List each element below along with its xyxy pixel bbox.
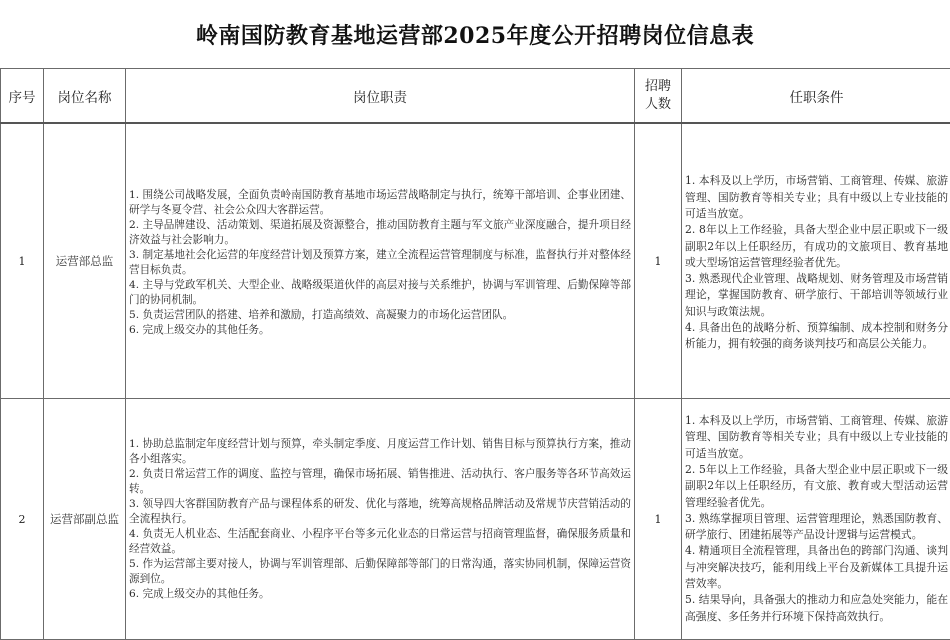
duty-item: 6. 完成上级交办的其他任务。: [129, 323, 631, 338]
duty-item: 4. 主导与党政军机关、大型企业、战略级渠道伙伴的高层对接与关系维护，协调与军训管理、后勤保障等部门的协同机制。: [129, 278, 631, 308]
duty-item: 1. 围绕公司战略发展，全面负责岭南国防教育基地市场运营战略制定与执行，统筹干部培训、企事业团建、研学与冬夏令营、社会公众四大客群运营。: [129, 188, 631, 218]
cell-count: 1: [635, 123, 682, 399]
duties-list: [126, 184, 634, 338]
header-count-line1: 招聘: [635, 78, 681, 96]
header-requirements: 任职条件: [682, 69, 950, 124]
requirement-item: 5. 结果导向，具备强大的推动力和应急处突能力，能在高强度、多任务并行环境下保持高效执行。: [685, 592, 948, 625]
requirements-list: [682, 413, 950, 625]
requirement-item: 4. 具备出色的战略分析、预算编制、成本控制和财务分析能力，拥有较强的商务谈判技巧和高层公关能力。: [685, 320, 948, 353]
job-info-table: [0, 68, 950, 640]
duty-item: 4. 负责无人机业态、生活配套商业、小程序平台等多元化业态的日常运营与招商管理监督，确保服务质量和经营效益。: [129, 527, 631, 557]
table-header-row: [1, 69, 950, 124]
duty-item: 2. 负责日常运营工作的调度、监控与管理，确保市场拓展、销售推进、活动执行、客户服务等各环节高效运转。: [129, 467, 631, 497]
duties-list: [126, 437, 634, 602]
duty-item: 2. 主导品牌建设、活动策划、渠道拓展及资源整合，推动国防教育主题与军文旅产业深度融合，提升项目经济效益与社会影响力。: [129, 218, 631, 248]
header-count-line2: 人数: [635, 96, 681, 114]
requirement-item: 1. 本科及以上学历，市场营销、工商管理、传媒、旅游管理、国防教育等相关专业；具有中级以上专业技能的可适当放宽。: [685, 173, 948, 222]
cell-duties: [126, 123, 635, 399]
cell-no: 1: [1, 123, 44, 399]
requirement-item: 2. 8年以上工作经验，具备大型企业中层正职或下一级副职2年以上任职经历，有成功的文旅项目、教育基地或大型场馆运营管理经验者优先。: [685, 222, 948, 271]
cell-position: 运营部副总监: [44, 399, 126, 640]
header-duties: 岗位职责: [126, 69, 635, 124]
cell-no: 2: [1, 399, 44, 640]
requirement-item: 2. 5年以上工作经验，具备大型企业中层正职或下一级副职2年以上任职经历，有文旅、教育或大型活动运营管理经验者优先。: [685, 462, 948, 511]
page-title: 岭南国防教育基地运营部2025年度公开招聘岗位信息表: [0, 0, 950, 68]
duty-item: 6. 完成上级交办的其他任务。: [129, 587, 631, 602]
requirement-item: 3. 熟悉现代企业管理、战略规划、财务管理及市场营销理论，掌握国防教育、研学旅行、干部培训等领域行业知识与政策法规。: [685, 271, 948, 320]
requirement-item: 4. 精通项目全流程管理，具备出色的跨部门沟通、谈判与冲突解决技巧，能利用线上平台及新媒体工具提升运营效率。: [685, 543, 948, 592]
duty-item: 3. 领导四大客群国防教育产品与课程体系的研发、优化与落地，统筹高规格品牌活动及常规节庆营销活动的全流程执行。: [129, 497, 631, 527]
duty-item: 5. 作为运营部主要对接人，协调与军训管理部、后勤保障部等部门的日常沟通，落实协同机制，保障运营资源到位。: [129, 557, 631, 587]
header-count: [635, 69, 682, 124]
requirements-list: [682, 169, 950, 352]
requirement-item: 1. 本科及以上学历，市场营销、工商管理、传媒、旅游管理、国防教育等相关专业；具有中级以上专业技能的可适当放宽。: [685, 413, 948, 462]
cell-count: 1: [635, 399, 682, 640]
duty-item: 3. 制定基地社会化运营的年度经营计划及预算方案，建立全流程运营管理制度与标准，监督执行并对整体经营目标负责。: [129, 248, 631, 278]
duty-item: 5. 负责运营团队的搭建、培养和激励，打造高绩效、高凝聚力的市场化运营团队。: [129, 308, 631, 323]
header-no: 序号: [1, 69, 44, 124]
table-row: [1, 399, 950, 640]
requirement-item: 3. 熟练掌握项目管理、运营管理理论，熟悉国防教育、研学旅行、团建拓展等产品设计逻辑与运营模式。: [685, 511, 948, 544]
duty-item: 1. 协助总监制定年度经营计划与预算，牵头制定季度、月度运营工作计划、销售目标与预算执行方案，推动各小组落实。: [129, 437, 631, 467]
cell-requirements: [682, 123, 950, 399]
cell-duties: [126, 399, 635, 640]
table-row: [1, 123, 950, 399]
cell-position: 运营部总监: [44, 123, 126, 399]
cell-requirements: [682, 399, 950, 640]
header-position: 岗位名称: [44, 69, 126, 124]
